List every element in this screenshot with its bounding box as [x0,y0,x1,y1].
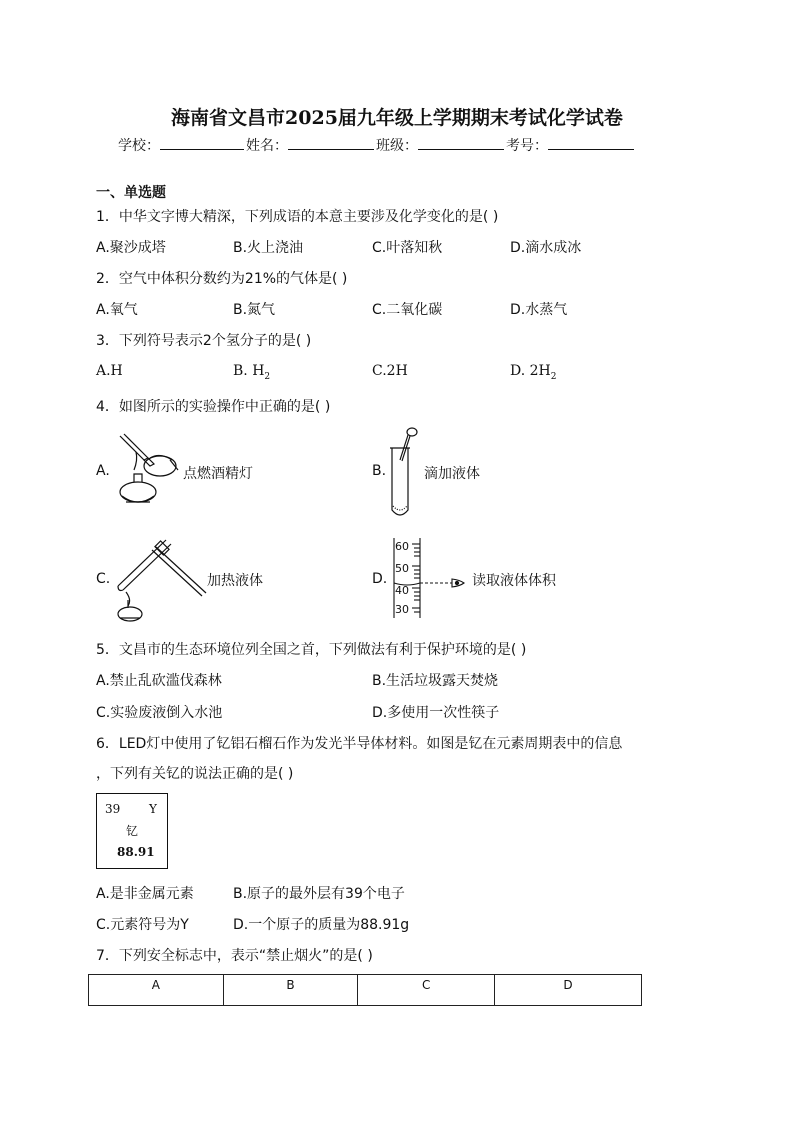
table-header-b: B [223,975,358,1006]
cylinder-tick-30: 30 [395,603,409,616]
q4-option-d-label: 读取液体体积 [472,573,556,589]
q3-option-d-subscript: 2 [550,371,557,382]
table-header-d: D [495,975,642,1006]
q1-option-c: C.叶落知秋 [372,240,443,256]
question-6-stem-line1: 6．LED灯中使用了钇铝石榴石作为发光半导体材料。如图是钇在元素周期表中的信息 [96,736,623,752]
question-2-stem: 2．空气中体积分数约为21%的气体是( ) [96,271,348,287]
name-label: 姓名： [246,138,288,154]
q3-option-d-formula: 2H [529,363,551,379]
q5-option-b: B.生活垃圾露天焚烧 [372,673,499,689]
q2-option-a: A.氧气 [96,302,138,318]
table-row [89,975,642,1006]
page-title: 海南省文昌市2025届九年级上学期期末考试化学试卷 [171,107,623,129]
question-5-stem: 5．文昌市的生态环境位列全国之首，下列做法有利于保护环境的是( ) [96,642,527,658]
q3-option-a: A.H [96,363,123,379]
atomic-number: 39 [105,802,121,816]
question-7-stem: 7．下列安全标志中，表示“禁止烟火”的是( ) [96,948,373,964]
cylinder-tick-40: 40 [395,584,409,597]
element-name: 钇 [126,824,139,838]
number-blank [548,135,634,150]
student-info-line [118,135,636,155]
q5-option-d: D.多使用一次性筷子 [372,705,500,721]
q3-option-b [233,363,270,382]
q4-option-d-letter: D. [372,571,388,587]
q6-option-a: A.是非金属元素 [96,886,194,902]
periodic-table-cell [96,793,168,869]
q2-option-d: D.水蒸气 [510,302,568,318]
q6-option-d: D.一个原子的质量为88.91g [233,917,410,933]
q1-option-d: D.滴水成冰 [510,240,582,256]
element-symbol: Y [149,802,157,816]
table-header-c: C [358,975,495,1006]
question-3-stem: 3．下列符号表示2个氢分子的是( ) [96,333,312,349]
safety-signs-table [88,974,642,1006]
table-header-a: A [89,975,224,1006]
q3-option-d [510,363,557,382]
q5-option-c: C.实验废液倒入水池 [96,705,223,721]
q5-option-a: A.禁止乱砍滥伐森林 [96,673,222,689]
q4-option-b-label: 滴加液体 [424,466,480,482]
q4-option-c-letter: C. [96,571,111,587]
q3-option-b-subscript: 2 [264,371,271,382]
q3-option-b-formula: H [252,363,265,379]
school-blank [160,135,244,150]
question-1-stem: 1．中华文字博大精深，下列成语的本意主要涉及化学变化的是( ) [96,209,499,225]
alcohol-lamp-lighting-illustration [110,430,182,516]
name-blank [288,135,374,150]
q4-option-c-label: 加热液体 [207,573,263,589]
q1-option-b: B.火上浇油 [233,240,304,256]
class-label: 班级： [376,138,418,154]
dropper-test-tube-illustration [388,426,420,520]
q3-option-d-letter: D. [510,363,526,379]
school-label: 学校： [118,138,160,154]
q4-option-a-label: 点燃酒精灯 [183,466,253,482]
question-6-stem-line2: ，下列有关钇的说法正确的是( ) [96,766,294,782]
class-blank [418,135,504,150]
atomic-mass: 88.91 [117,845,155,859]
section-heading: 一、单选题 [96,185,166,201]
q6-option-b: B.原子的最外层有39个电子 [233,886,405,902]
q2-option-c: C.二氧化碳 [372,302,443,318]
q3-option-b-letter: B. [233,363,248,379]
q6-option-c: C.元素符号为Y [96,917,189,933]
heating-liquid-illustration [112,530,208,626]
q4-option-b-letter: B. [372,463,387,479]
cylinder-tick-60: 60 [395,540,409,553]
q1-option-a: A.聚沙成塔 [96,240,166,256]
question-4-stem: 4．如图所示的实验操作中正确的是( ) [96,399,331,415]
cylinder-tick-50: 50 [395,562,409,575]
q4-option-a-letter: A. [96,463,110,479]
number-label: 考号： [506,138,548,154]
q2-option-b: B.氮气 [233,302,276,318]
q3-option-c: C.2H [372,363,408,379]
